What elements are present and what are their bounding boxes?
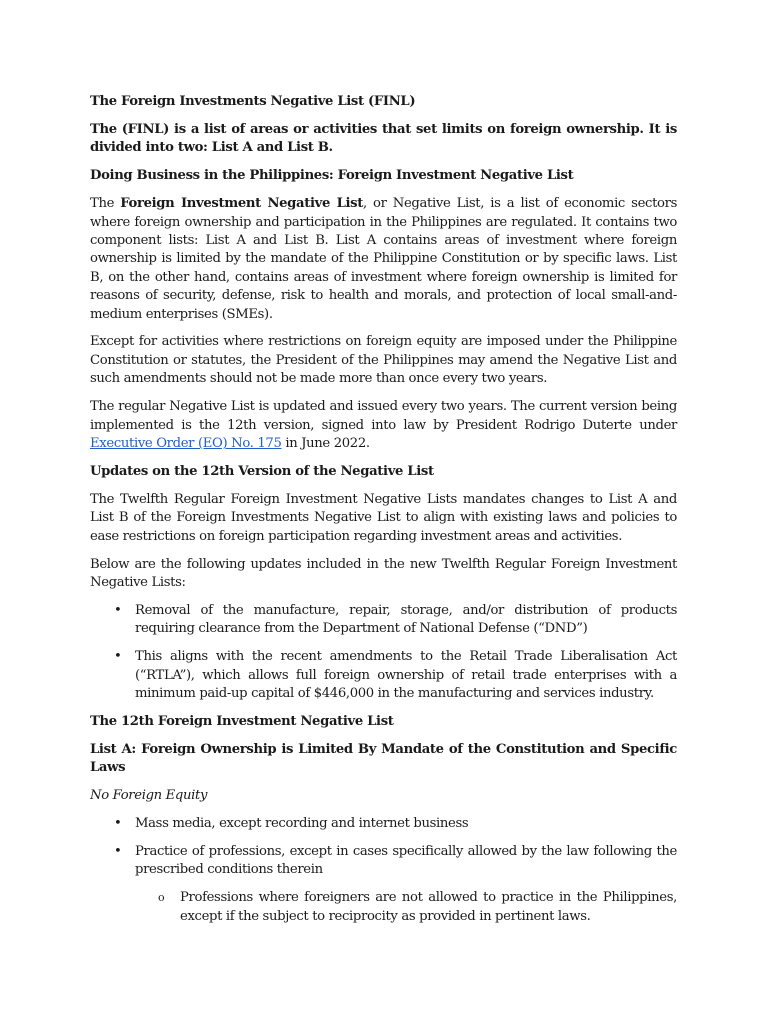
bullet-icon: • [114,602,122,618]
p1-bold-term: Foreign Investment Negative List [120,196,363,212]
p3-end: in June 2022. [281,436,370,451]
sub-list-item [90,889,677,926]
document-body [90,93,677,936]
list-item [90,602,677,639]
paragraph-twelfth-mandates: The Twelfth Regular Foreign Investment Negative Lists mandates changes to List A and List B of the Foreign Investments Negative List to align with existing laws and policies to ease restrictions on foreign participation regarding investment areas and activities. [90,491,677,544]
list-item-text: Practice of professions, except in cases specifically allowed by the law following the prescribed conditions therein [135,843,677,878]
p3-start: The regular Negative List is updated and issued every two years. The current version being implemented is the 12th version, signed into law by President Rodrigo Duterte under [90,399,677,433]
paragraph-negative-list-definition [90,195,677,324]
list-item [90,648,677,703]
circle-bullet-icon: o [158,891,165,905]
document-title: The Foreign Investments Negative List (FINL) [90,94,416,109]
heading-12th-list: The 12th Foreign Investment Negative List [90,713,394,729]
p1-rest: , or Negative List, is a list of economic sectors where foreign ownership and participation in the Philippines are regulated. It contains two component lists: List A and List B. List A contains areas of investment where foreign ownership is limited by the mandate of the Philippine Constitution or by specific laws. List B, on the other hand, contains areas of investment where foreign ownership is limited for reasons of security, defense, risk to health and morals, and protection of local small-and-medium enterprises (SMEs). [90,196,677,322]
heading-doing-business: Doing Business in the Philippines: Foreign Investment Negative List [90,168,574,184]
list-item-text: Mass media, except recording and internet business [135,816,469,831]
intro-paragraph: The (FINL) is a list of areas or activities that set limits on foreign ownership. It is divided into two: List A and List B. [90,121,677,156]
bullet-icon: • [114,649,122,665]
paragraph-regular-list [90,398,677,453]
subheading-no-foreign-equity: No Foreign Equity [90,788,208,804]
list-a-items [90,815,677,926]
heading-list-a: List A: Foreign Ownership is Limited By Mandate of the Constitution and Specific Laws [90,741,677,776]
list-item-text: Removal of the manufacture, repair, storage, and/or distribution of products requiring clearance from the Department of National Defense (“DND”) [135,602,677,637]
bullet-icon: • [114,816,122,831]
paragraph-below-updates: Below are the following updates included in the new Twelfth Regular Foreign Investment Negative Lists: [90,556,677,590]
sub-list-item-text: Professions where foreigners are not allowed to practice in the Philippines, except if the subject to reciprocity as provided in pertinent laws. [180,890,677,924]
bullet-icon: • [114,843,122,859]
updates-list [90,602,677,704]
list-item [90,843,677,880]
heading-updates: Updates on the 12th Version of the Negative List [90,463,434,479]
list-item [90,815,677,833]
p1-start: The [90,196,121,212]
executive-order-link[interactable]: Executive Order (EO) No. 175 [90,436,282,451]
paragraph-amendments: Except for activities where restrictions on foreign equity are imposed under the Philippine Constitution or statutes, the President of the Philippines may amend the Negative List and such amendments should not be made more than once every two years. [90,334,677,387]
list-item-text: This aligns with the recent amendments to the Retail Trade Liberalisation Act (“RTLA”), which allows full foreign ownership of retail trade enterprises with a minimum paid-up capital of $446,000 in the manufacturing and services industry. [135,649,677,701]
